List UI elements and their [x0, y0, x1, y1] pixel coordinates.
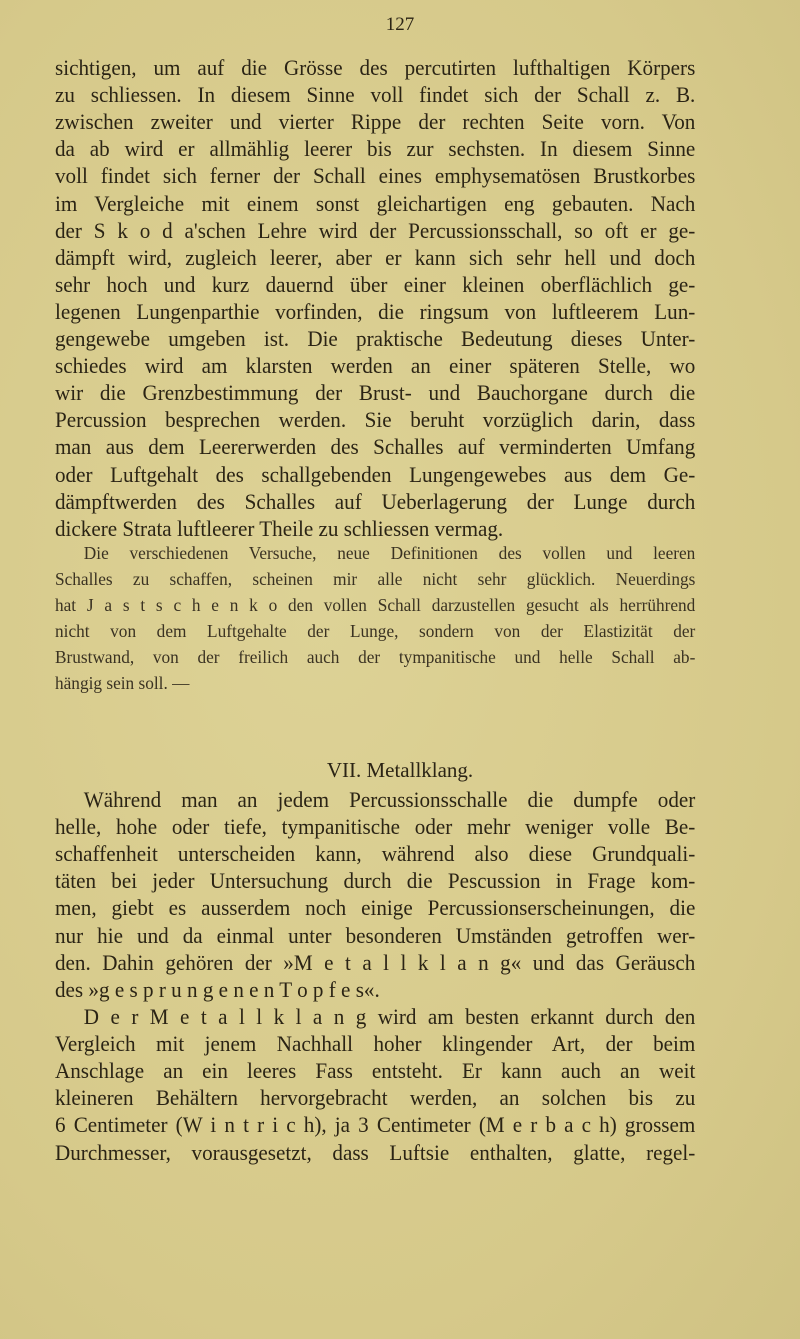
paragraph1-line: dämpft wird, zugleich leerer, aber er kann sich sehr hell und doch	[55, 244, 696, 270]
paragraph3-line: Anschlage an ein leeres Fass entsteht. Er kann auch an weit	[55, 1058, 696, 1084]
paragraph2-line: den. Dahin gehören der »M e t a l l k l a n g« und das Geräusch	[55, 949, 696, 975]
paragraph1-line: man aus dem Leererwerden des Schalles auf verminderten Umfang	[55, 434, 696, 460]
paragraph2-line: Während man an jedem Percussionsschalle die dumpfe oder	[83, 787, 696, 812]
paragraph1-line: gengewebe umgeben ist. Die praktische Bedeutung dieses Unter-	[55, 326, 696, 351]
paragraph1-line: dämpftwerden des Schalles auf Ueberlagerung der Lunge durch	[55, 488, 696, 514]
paragraph2-line: des »g e s p r u n g e n e n T o p f e s«.	[55, 976, 380, 1002]
paragraph3-line: Durchmesser, vorausgesetzt, dass Luftsie enthalten, glatte, regel-	[55, 1139, 696, 1165]
paragraph1-line: wir die Grenzbestimmung der Brust- und Bauchorgane durch die	[55, 380, 696, 406]
paragraph2-line: schaffenheit unterscheiden kann, während also diese Grundquali-	[55, 841, 696, 867]
paragraph3-line: D e r M e t a l l k l a n g wird am besten erkannt durch den	[83, 1004, 696, 1029]
paragraph2-line: nur hie und da einmal unter besonderen Umständen getroffen wer-	[55, 922, 696, 948]
paragraph1-line: dickere Strata luftleerer Theile zu schliessen vermag.	[55, 515, 504, 541]
paragraph1-line: da ab wird er allmählig leerer bis zur sechsten. In diesem Sinne	[55, 136, 696, 162]
page-number: 127	[385, 14, 415, 35]
note-line: nicht von dem Luftgehalte der Lunge, sondern von der Elastizität der	[55, 621, 696, 641]
note-line: hat J a s t s c h e n k o den vollen Schall darzustellen gesucht als herrührend	[55, 595, 696, 615]
paragraph2-line: men, giebt es ausserdem noch einige Percussionserscheinungen, die	[55, 895, 696, 921]
section-heading: VII. Metallklang.	[326, 758, 474, 782]
paragraph1-line: Percussion besprechen werden. Sie beruht vorzüglich darin, dass	[55, 407, 696, 433]
note-line: hängig sein soll. —	[55, 673, 190, 693]
paragraph3-line: Vergleich mit jenem Nachhall hoher klingender Art, der beim	[55, 1031, 696, 1057]
paragraph1-line: im Vergleiche mit einem sonst gleichartigen eng gebauten. Nach	[55, 190, 696, 216]
paragraph1-line: der S k o d a'schen Lehre wird der Percussionsschall, so oft er ge-	[55, 217, 696, 243]
paragraph1-line: sichtigen, um auf die Grösse des percutirten lufthaltigen Körpers	[55, 55, 696, 80]
paragraph3-line: kleineren Behältern hervorgebracht werden, an solchen bis zu	[55, 1085, 696, 1111]
paragraph1-line: schiedes wird am klarsten werden an einer späteren Stelle, wo	[55, 353, 696, 379]
paragraph1-line: zwischen zweiter und vierter Rippe der rechten Seite vorn. Von	[55, 109, 696, 135]
paragraph2-line: helle, hohe oder tiefe, tympanitische oder mehr weniger volle Be-	[55, 814, 696, 840]
paragraph1-line: sehr hoch und kurz dauernd über einer kleinen oberflächlich ge-	[55, 271, 696, 297]
paragraph3-line: 6 Centimeter (W i n t r i c h), ja 3 Centimeter (M e r b a c h) grossem	[55, 1112, 696, 1138]
paragraph1-line: oder Luftgehalt des schallgebenden Lungengewebes aus dem Ge-	[55, 461, 696, 487]
note-line: Die verschiedenen Versuche, neue Definitionen des vollen und leeren	[83, 543, 696, 563]
note-line: Brustwand, von der freilich auch der tympanitische und helle Schall ab-	[55, 647, 696, 667]
note-line: Schalles zu schaffen, scheinen mir alle nicht sehr glücklich. Neuerdings	[55, 569, 696, 589]
paragraph1-line: voll findet sich ferner der Schall eines emphysematösen Brustkorbes	[55, 163, 696, 189]
paragraph1-line: zu schliessen. In diesem Sinne voll findet sich der Schall z. B.	[55, 82, 696, 108]
paragraph2-line: täten bei jeder Untersuchung durch die Pescussion in Frage kom-	[55, 868, 696, 894]
paragraph1-line: legenen Lungenparthie vorfinden, die ringsum von luftleerem Lun-	[55, 298, 696, 324]
